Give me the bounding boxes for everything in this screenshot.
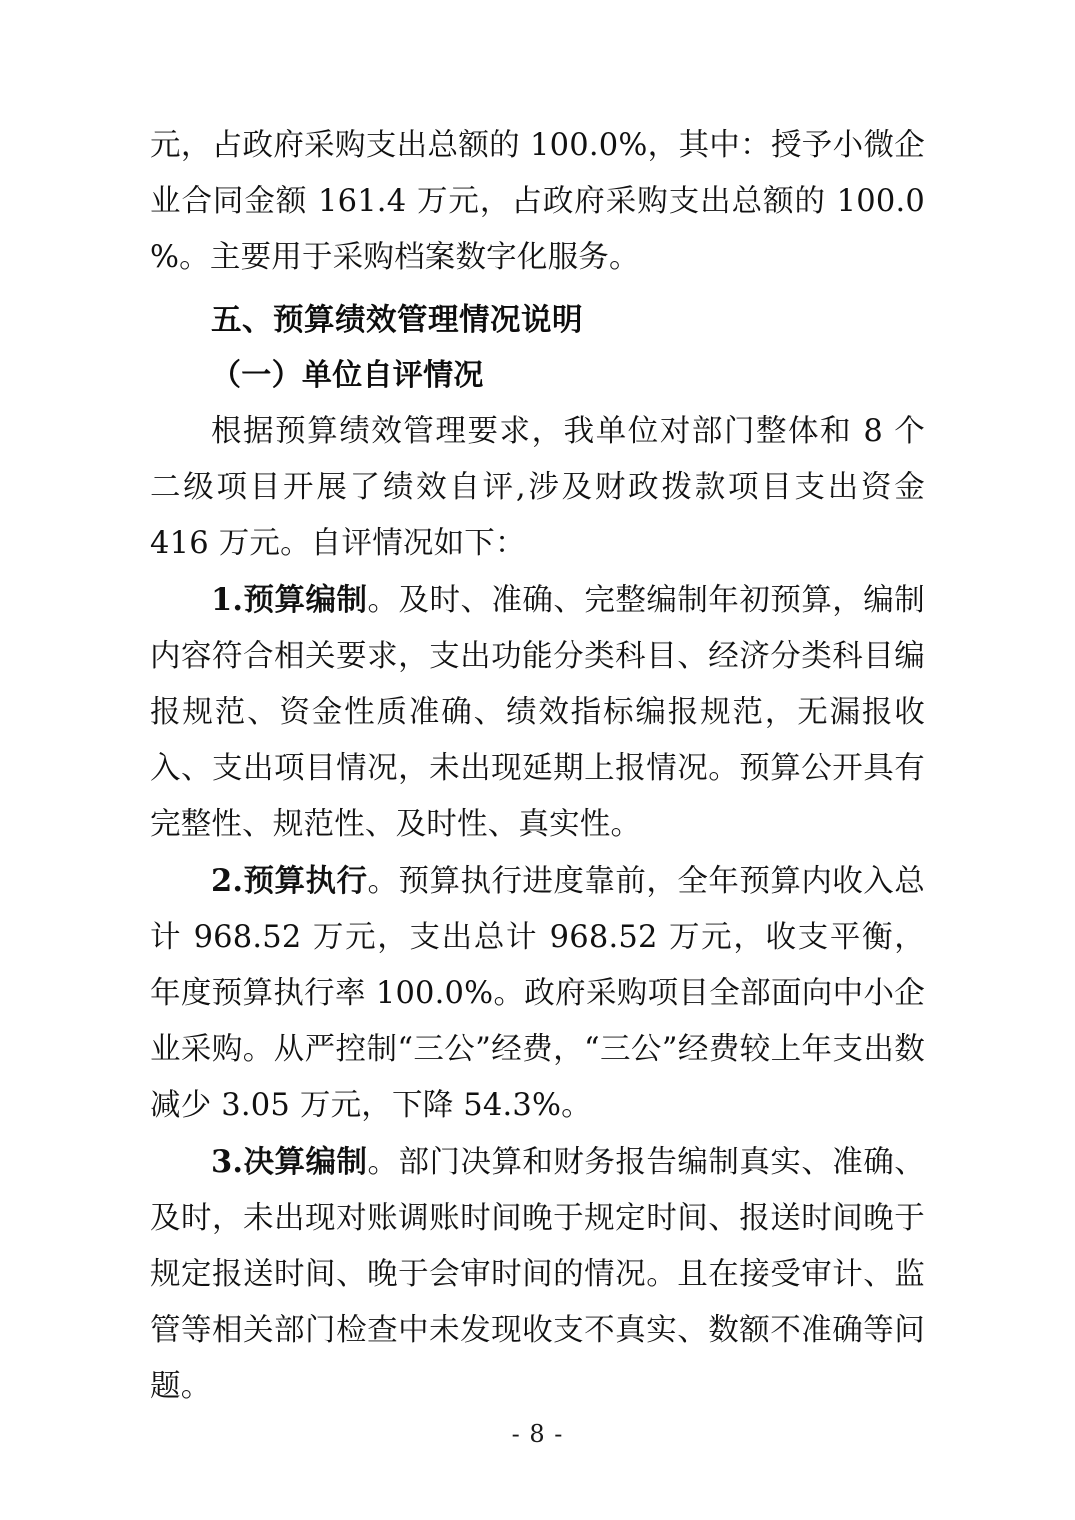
paragraph-budget-execution — [150, 853, 925, 1134]
list-item-body-budget-execution: 。预算执行进度靠前，全年预算内收入总计 968.52 万元，支出总计 968.52 万元，收支平衡，年度预算执行率 100.0%。政府采购项目全部面向中小企业采购。从严控制“三公”经费，“三公”经费较上年支出数减少 3.05 万元，下降 54.3%。 — [150, 864, 925, 1123]
paragraph-procurement-summary: 元，占政府采购支出总额的 100.0%，其中：授予小微企业合同金额 161.4 万元，占政府采购支出总额的 100.0 %。主要用于采购档案数字化服务。 — [150, 128, 925, 275]
list-item-label-budget-preparation: 1.预算编制 — [211, 582, 368, 618]
page-number: - 8 - — [511, 1420, 564, 1448]
paragraph-self-evaluation-intro: 根据预算绩效管理要求，我单位对部门整体和 8 个二级项目开展了绩效自评,涉及财政拨款项目支出资金 416 万元。自评情况如下： — [150, 414, 925, 561]
list-item-body-budget-preparation: 。及时、准确、完整编制年初预算，编制内容符合相关要求，支出功能分类科目、经济分类科目编报规范、资金性质准确、绩效指标编报规范，无漏报收入、支出项目情况，未出现延期上报情况。预算公开具有完整性、规范性、及时性、真实性。 — [150, 583, 925, 842]
paragraph-final-accounts — [150, 1134, 925, 1415]
list-item-label-budget-execution: 2.预算执行 — [211, 863, 368, 899]
subsection-heading-self-evaluation: （一）单位自评情况 — [211, 358, 484, 393]
list-item-body-final-accounts: 。部门决算和财务报告编制真实、准确、及时，未出现对账调账时间晚于规定时间、报送时间晚于规定报送时间、晚于会审时间的情况。且在接受审计、监管等相关部门检查中未发现收支不真实、数额不准确等问题。 — [150, 1145, 925, 1404]
page-content — [150, 118, 925, 1415]
list-item-label-final-accounts: 3.决算编制 — [211, 1144, 368, 1180]
section-heading-budget-performance: 五、预算绩效管理情况说明 — [211, 302, 583, 338]
paragraph-budget-preparation — [150, 572, 925, 853]
